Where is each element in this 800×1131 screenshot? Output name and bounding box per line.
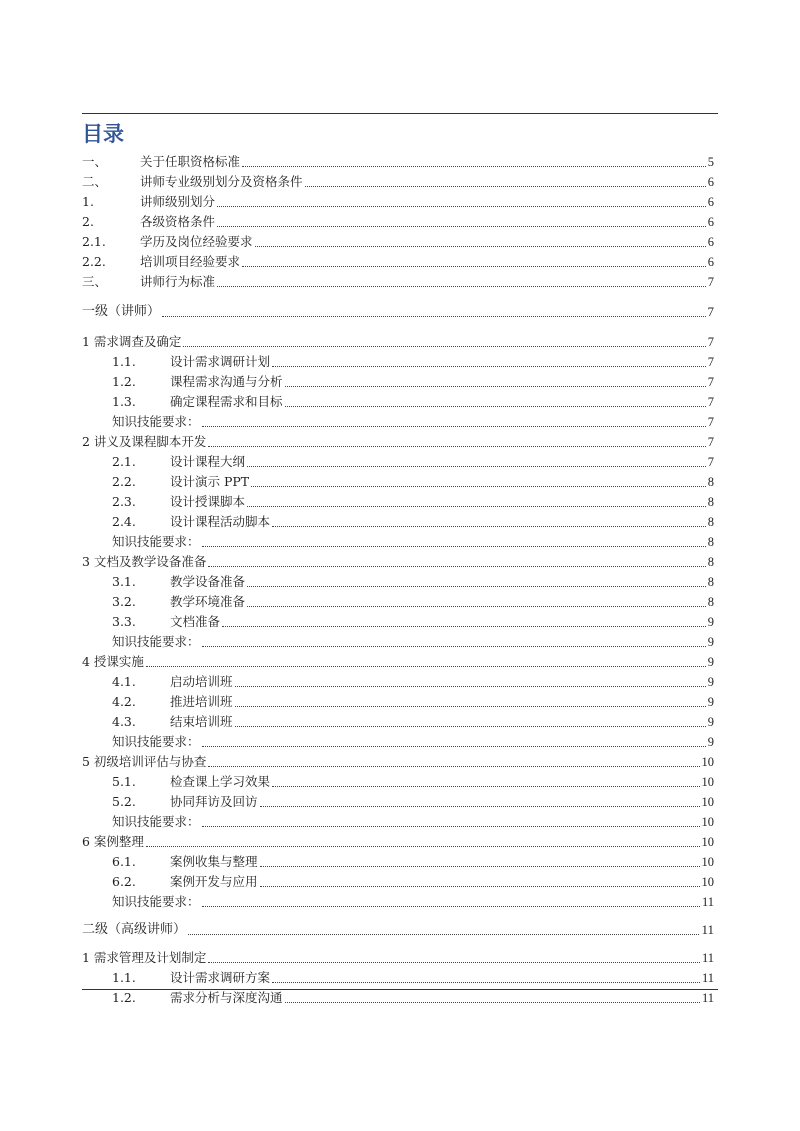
toc-entry[interactable] <box>82 213 714 231</box>
toc-entry[interactable] <box>82 353 714 371</box>
toc-entry-number: 2. <box>82 214 94 229</box>
toc-entry-page-number: 10 <box>701 755 714 769</box>
toc-dot-leader <box>146 846 700 847</box>
toc-entry[interactable] <box>82 433 714 451</box>
toc-dot-leader <box>272 366 706 367</box>
toc-entry-page-number: 6 <box>707 195 714 209</box>
toc-dot-leader <box>247 506 706 507</box>
toc-entry-label: 启动培训班 <box>170 674 233 689</box>
toc-entry-page-number: 11 <box>701 991 714 1005</box>
toc-entry[interactable] <box>82 253 714 271</box>
toc-entry-page-number: 7 <box>707 375 714 389</box>
toc-entry-label: 1 需求管理及计划制定 <box>82 950 207 965</box>
toc-entry-number: 3.2. <box>112 594 136 609</box>
toc-entry-number: 6.1. <box>112 854 136 869</box>
toc-entry[interactable] <box>82 373 714 391</box>
toc-entry[interactable] <box>82 173 714 191</box>
toc-entry[interactable] <box>82 773 714 791</box>
toc-entry-label: 3 文档及教学设备准备 <box>82 554 207 569</box>
toc-entry-label: 教学环境准备 <box>170 594 246 609</box>
toc-entry-page-number: 8 <box>707 595 714 609</box>
toc-entry-number: 2.2. <box>82 254 106 269</box>
toc-entry[interactable] <box>82 153 714 171</box>
toc-entry-page-number: 8 <box>707 535 714 549</box>
toc-entry-label: 案例开发与应用 <box>170 874 258 889</box>
toc-dot-leader <box>247 606 706 607</box>
toc-entry-number: 2.1. <box>112 454 136 469</box>
toc-entry-label: 设计课程大纲 <box>170 454 246 469</box>
toc-entry[interactable] <box>82 873 714 891</box>
toc-entry[interactable] <box>82 413 714 431</box>
toc-entry-label: 确定课程需求和目标 <box>170 394 283 409</box>
toc-dot-leader <box>217 286 706 287</box>
toc-entry[interactable] <box>82 453 714 471</box>
toc-entry-page-number: 6 <box>707 235 714 249</box>
toc-entry-page-number: 6 <box>707 215 714 229</box>
toc-entry-number: 5.2. <box>112 794 136 809</box>
toc-entry-label: 关于任职资格标准 <box>140 154 241 169</box>
toc-dot-leader <box>208 446 705 447</box>
toc-dot-leader <box>235 686 706 687</box>
toc-dot-leader <box>260 806 700 807</box>
toc-entry-page-number: 10 <box>701 815 714 829</box>
toc-entry-page-number: 9 <box>707 695 714 709</box>
toc-entry-label: 讲师专业级别划分及资格条件 <box>140 174 303 189</box>
toc-entry-label: 协同拜访及回访 <box>170 794 258 809</box>
toc-entry-number: 1.3. <box>112 394 136 409</box>
toc-entry-label: 教学设备准备 <box>170 574 246 589</box>
toc-dot-leader <box>305 186 706 187</box>
toc-dot-leader <box>188 934 699 935</box>
toc-entry-label: 学历及岗位经验要求 <box>140 234 253 249</box>
toc-entry[interactable] <box>82 193 714 211</box>
toc-entry-number: 2.4. <box>112 514 136 529</box>
toc-entry-label: 设计需求调研方案 <box>170 970 271 985</box>
toc-entry-number: 2.3. <box>112 494 136 509</box>
toc-entry[interactable] <box>82 273 714 291</box>
toc-entry-page-number: 11 <box>701 922 714 937</box>
toc-dot-leader <box>208 566 705 567</box>
footer-rule <box>82 989 718 990</box>
toc-entry[interactable] <box>82 733 714 751</box>
toc-entry[interactable] <box>82 233 714 251</box>
toc-entry-number: 5.1. <box>112 774 136 789</box>
toc-entry-page-number: 7 <box>707 455 714 469</box>
toc-entry-number: 1. <box>82 194 94 209</box>
toc-dot-leader <box>255 246 706 247</box>
toc-entry-label: 知识技能要求： <box>112 414 200 429</box>
toc-entry-number: 二、 <box>82 174 108 189</box>
toc-entry-number: 2.1. <box>82 234 106 249</box>
toc-entry[interactable] <box>82 513 714 531</box>
toc-dot-leader <box>272 982 700 983</box>
toc-entry-number: 4.2. <box>112 694 136 709</box>
toc-entry[interactable] <box>82 653 714 671</box>
toc-dot-leader <box>202 426 706 427</box>
toc-dot-leader <box>235 726 706 727</box>
toc-dot-leader <box>202 646 706 647</box>
toc-entry-label: 知识技能要求： <box>112 894 200 909</box>
toc-entry-label: 需求分析与深度沟通 <box>170 990 283 1005</box>
toc-entry-page-number: 5 <box>707 155 714 169</box>
toc-entry-page-number: 6 <box>707 255 714 269</box>
toc-entry-label: 讲师级别划分 <box>140 194 216 209</box>
toc-entry-label: 设计演示 PPT <box>170 474 250 489</box>
toc-entry[interactable] <box>82 989 714 1007</box>
toc-entry[interactable] <box>82 633 714 651</box>
toc-entry-number: 1.2. <box>112 990 136 1005</box>
toc-title: 目录 <box>82 122 124 146</box>
toc-entry-number: 3.3. <box>112 614 136 629</box>
toc-entry-label: 设计需求调研计划 <box>170 354 271 369</box>
toc-entry-number: 3.1. <box>112 574 136 589</box>
toc-entry-page-number: 7 <box>707 395 714 409</box>
toc-entry-label: 5 初级培训评估与协查 <box>82 754 207 769</box>
toc-entry[interactable] <box>82 553 714 571</box>
toc-entry-page-number: 9 <box>707 655 714 669</box>
toc-entry-number: 1.2. <box>112 374 136 389</box>
toc-entry-number: 6.2. <box>112 874 136 889</box>
toc-entry-page-number: 7 <box>707 415 714 429</box>
toc-entry-number: 2.2. <box>112 474 136 489</box>
toc-entry-label: 一级（讲师） <box>82 304 161 319</box>
toc-entry-label: 各级资格条件 <box>140 214 216 229</box>
toc-entry[interactable] <box>82 673 714 691</box>
toc-dot-leader <box>162 316 705 317</box>
toc-entry-label: 设计课程活动脚本 <box>170 514 271 529</box>
toc-dot-leader <box>285 386 706 387</box>
toc-dot-leader <box>285 406 706 407</box>
toc-dot-leader <box>202 826 700 827</box>
toc-entry[interactable] <box>82 853 714 871</box>
toc-entry-page-number: 7 <box>707 355 714 369</box>
toc-entry-label: 课程需求沟通与分析 <box>170 374 283 389</box>
toc-dot-leader <box>217 226 706 227</box>
toc-dot-leader <box>222 626 706 627</box>
toc-entry-page-number: 8 <box>707 555 714 569</box>
toc-entry-label: 1 需求调查及确定 <box>82 334 182 349</box>
toc-entry[interactable] <box>82 693 714 711</box>
toc-entry-page-number: 10 <box>701 835 714 849</box>
toc-entry-number: 1.1. <box>112 354 136 369</box>
toc-entry-number: 三、 <box>82 274 108 289</box>
toc-dot-leader <box>251 486 706 487</box>
toc-entry[interactable] <box>82 393 714 411</box>
toc-entry-page-number: 11 <box>701 951 714 965</box>
toc-dot-leader <box>272 526 706 527</box>
toc-entry[interactable] <box>82 473 714 491</box>
toc-entry-label: 2 讲义及课程脚本开发 <box>82 434 207 449</box>
toc-entry[interactable] <box>82 333 714 351</box>
toc-entry-page-number: 7 <box>707 275 714 289</box>
toc-entry-page-number: 9 <box>707 615 714 629</box>
toc-entry-page-number: 7 <box>707 335 714 349</box>
toc-entry-page-number: 8 <box>707 515 714 529</box>
toc-entry-page-number: 6 <box>707 175 714 189</box>
toc-entry[interactable] <box>82 533 714 551</box>
toc-entry-page-number: 8 <box>707 475 714 489</box>
toc-entry-page-number: 9 <box>707 735 714 749</box>
toc-entry-label: 推进培训班 <box>170 694 233 709</box>
toc-dot-leader <box>208 962 700 963</box>
toc-dot-leader <box>183 346 705 347</box>
toc-entry[interactable] <box>82 969 714 987</box>
toc-entry-page-number: 10 <box>701 775 714 789</box>
toc-dot-leader <box>242 266 706 267</box>
toc-entry-label: 知识技能要求： <box>112 734 200 749</box>
toc-entry-label: 结束培训班 <box>170 714 233 729</box>
toc-entry-label: 4 授课实施 <box>82 654 144 669</box>
toc-entry-page-number: 7 <box>707 304 714 319</box>
toc-dot-leader <box>272 786 699 787</box>
toc-entry-label: 知识技能要求： <box>112 814 200 829</box>
toc-entry-page-number: 7 <box>707 435 714 449</box>
toc-dot-leader <box>235 706 706 707</box>
toc-entry[interactable] <box>82 713 714 731</box>
toc-dot-leader <box>202 906 700 907</box>
toc-entry-label: 6 案例整理 <box>82 834 144 849</box>
toc-dot-leader <box>260 866 700 867</box>
toc-entry[interactable] <box>82 303 714 321</box>
toc-entry-label: 文档准备 <box>170 614 221 629</box>
toc-entry[interactable] <box>82 793 714 811</box>
toc-entry-page-number: 9 <box>707 675 714 689</box>
toc-entry-number: 1.1. <box>112 970 136 985</box>
toc-entry-page-number: 11 <box>701 895 714 909</box>
toc-entry-number: 4.3. <box>112 714 136 729</box>
toc-dot-leader <box>202 746 706 747</box>
toc-dot-leader <box>247 586 706 587</box>
toc-entry[interactable] <box>82 493 714 511</box>
toc-entry[interactable] <box>82 593 714 611</box>
toc-entry-label: 知识技能要求： <box>112 534 200 549</box>
toc-entry-label: 设计授课脚本 <box>170 494 246 509</box>
toc-entry[interactable] <box>82 921 714 939</box>
toc-dot-leader <box>285 1002 700 1003</box>
toc-entry-label: 培训项目经验要求 <box>140 254 241 269</box>
toc-entry-label: 二级（高级讲师） <box>82 922 187 937</box>
toc-dot-leader <box>260 886 700 887</box>
toc-dot-leader <box>247 466 706 467</box>
toc-entry-page-number: 10 <box>701 875 714 889</box>
toc-entry[interactable] <box>82 813 714 831</box>
toc-entry-label: 知识技能要求： <box>112 634 200 649</box>
toc-entry[interactable] <box>82 613 714 631</box>
toc-entry-page-number: 9 <box>707 715 714 729</box>
toc-entry-page-number: 11 <box>701 971 714 985</box>
toc-dot-leader <box>146 666 706 667</box>
toc-dot-leader <box>217 206 706 207</box>
toc-entry[interactable] <box>82 949 714 967</box>
toc-entry-page-number: 8 <box>707 495 714 509</box>
toc-entry-label: 案例收集与整理 <box>170 854 258 869</box>
toc-entry-label: 讲师行为标准 <box>140 274 216 289</box>
toc-entry-label: 检查课上学习效果 <box>170 774 271 789</box>
toc-entry-page-number: 10 <box>701 855 714 869</box>
toc-entry-page-number: 10 <box>701 795 714 809</box>
toc-entry-page-number: 8 <box>707 575 714 589</box>
toc-entry[interactable] <box>82 893 714 911</box>
toc-entry-page-number: 9 <box>707 635 714 649</box>
toc-entry-number: 一、 <box>82 154 108 169</box>
toc-entry[interactable] <box>82 833 714 851</box>
toc-entry[interactable] <box>82 753 714 771</box>
toc-dot-leader <box>208 766 699 767</box>
toc-dot-leader <box>242 166 706 167</box>
toc-entry[interactable] <box>82 573 714 591</box>
toc-dot-leader <box>202 546 706 547</box>
toc-entry-number: 4.1. <box>112 674 136 689</box>
